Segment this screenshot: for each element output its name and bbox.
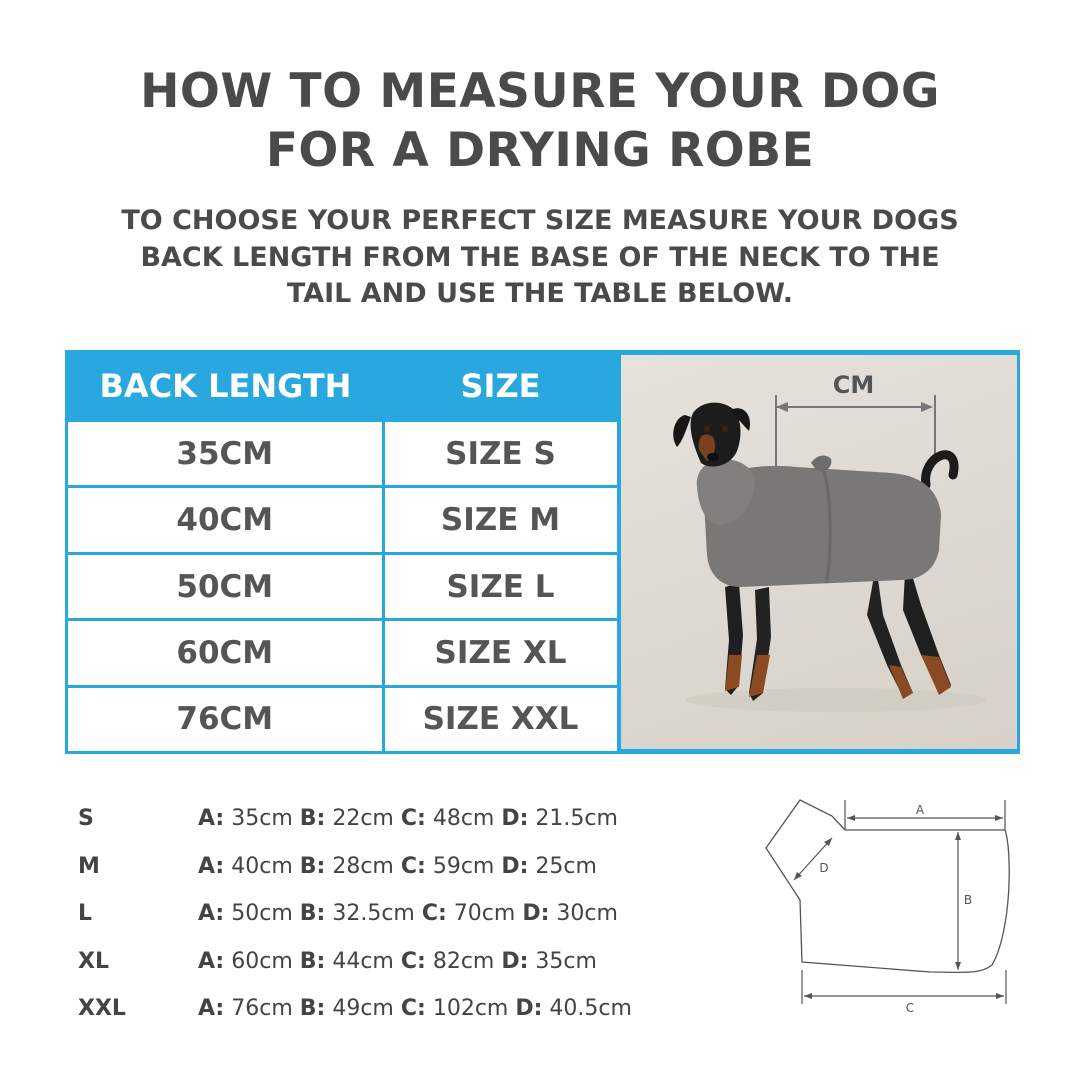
back-length-cell: 76CM bbox=[68, 686, 383, 751]
back-length-cell: 50CM bbox=[68, 553, 383, 619]
robe-outline bbox=[766, 800, 1009, 972]
table-row bbox=[68, 487, 618, 553]
size-name: M bbox=[78, 853, 100, 879]
size-cell: SIZE M bbox=[383, 487, 618, 553]
dimension-a-label: A bbox=[915, 803, 925, 817]
size-name: XXL bbox=[78, 996, 126, 1022]
page-title bbox=[0, 62, 1080, 180]
robe-measurement-diagram bbox=[760, 790, 1020, 1030]
dimension-b-label: B bbox=[963, 893, 973, 907]
dog-photo bbox=[621, 355, 1017, 749]
header-back-length: BACK LENGTH bbox=[68, 353, 383, 421]
size-measurements: A: 35cm B: 22cm C: 48cm D: 21.5cm bbox=[198, 806, 618, 832]
size-measurements: A: 50cm B: 32.5cm C: 70cm D: 30cm bbox=[198, 901, 618, 927]
size-cell: SIZE L bbox=[383, 553, 618, 619]
size-measurements: A: 40cm B: 28cm C: 59cm D: 25cm bbox=[198, 853, 597, 879]
size-cell: SIZE XXL bbox=[383, 686, 618, 751]
back-length-cell: 35CM bbox=[68, 421, 383, 487]
list-item bbox=[78, 985, 718, 1033]
size-measurements: A: 76cm B: 49cm C: 102cm D: 40.5cm bbox=[198, 996, 632, 1022]
measurements-list bbox=[78, 795, 718, 1033]
instructions-line-2: BACK LENGTH FROM THE BASE OF THE NECK TO THE bbox=[140, 241, 940, 273]
size-measurements: A: 60cm B: 44cm C: 82cm D: 35cm bbox=[198, 948, 597, 974]
title-line-1: HOW TO MEASURE YOUR DOG bbox=[140, 64, 940, 119]
table-header-row bbox=[68, 353, 618, 421]
dimension-a bbox=[845, 800, 1005, 830]
measure-label: CM bbox=[832, 371, 875, 399]
table-row bbox=[68, 686, 618, 751]
table-row bbox=[68, 421, 618, 487]
dimension-d-label: D bbox=[819, 861, 829, 875]
back-length-cell: 40CM bbox=[68, 487, 383, 553]
size-table bbox=[68, 353, 620, 751]
size-chart-panel bbox=[65, 350, 1020, 754]
dimension-b bbox=[955, 832, 961, 970]
list-item bbox=[78, 938, 718, 986]
size-name: XL bbox=[78, 948, 109, 974]
list-item bbox=[78, 890, 718, 938]
dimension-c bbox=[802, 970, 1006, 1004]
table-row bbox=[68, 553, 618, 619]
table-row bbox=[68, 620, 618, 686]
list-item bbox=[78, 795, 718, 843]
list-item bbox=[78, 843, 718, 891]
size-name: S bbox=[78, 806, 94, 832]
title-line-2: FOR A DRYING ROBE bbox=[265, 123, 815, 178]
header-size: SIZE bbox=[383, 353, 618, 421]
dog-in-robe-illustration bbox=[621, 355, 1017, 749]
size-cell: SIZE S bbox=[383, 421, 618, 487]
instructions-text bbox=[0, 203, 1080, 313]
instructions-line-3: TAIL AND USE THE TABLE BELOW. bbox=[286, 278, 794, 309]
dimension-c-label: C bbox=[905, 1001, 915, 1015]
instructions-line-1: TO CHOOSE YOUR PERFECT SIZE MEASURE YOUR DOGS bbox=[121, 205, 959, 236]
size-name: L bbox=[78, 901, 93, 927]
size-cell: SIZE XL bbox=[383, 620, 618, 686]
back-length-cell: 60CM bbox=[68, 620, 383, 686]
